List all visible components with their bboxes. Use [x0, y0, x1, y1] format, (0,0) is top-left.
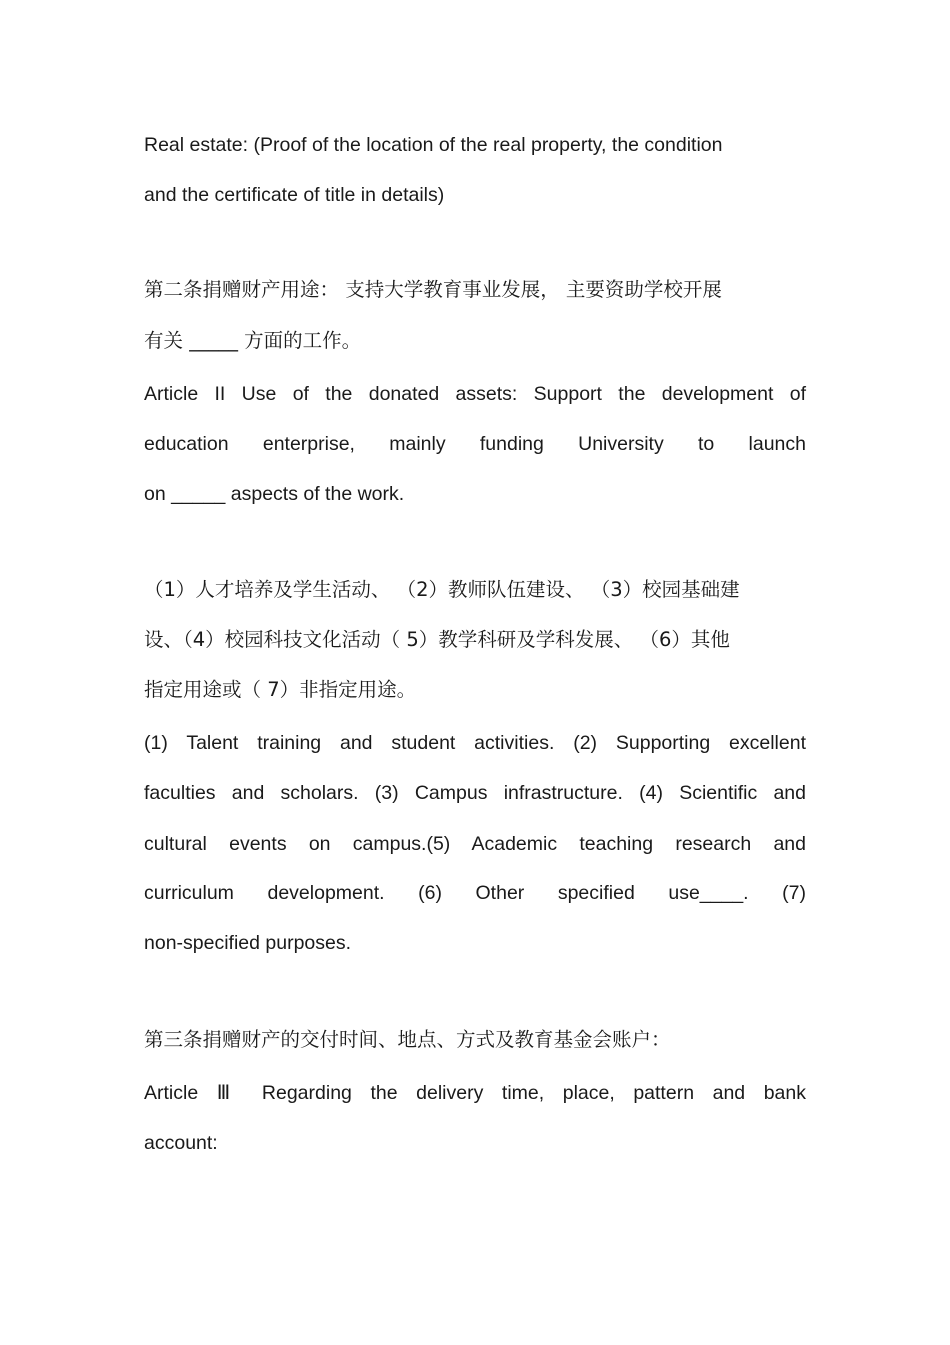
article-2-zh-line-1: 第二条捐赠财产用途： 支持大学教育事业发展， 主要资助学校开展	[144, 278, 722, 301]
uses-zh-line-3: 指定用途或（ 7）非指定用途。	[144, 678, 417, 701]
article-3-en-line-2: account:	[144, 1132, 218, 1154]
uses-en-line-4: curriculum development. (6) Other specified use____. (7)	[144, 882, 806, 904]
real-estate-line-1: Real estate: (Proof of the location of the real property, the condition	[144, 134, 723, 156]
article-2-en-line-2: education enterprise, mainly funding University to launch	[144, 433, 806, 455]
article-2-en-line-3: on _____ aspects of the work.	[144, 483, 405, 505]
article-2-zh-line-2: 有关 _____ 方面的工作。	[144, 329, 362, 352]
uses-zh-line-1: （1）人才培养及学生活动、 （2）教师队伍建设、 （3）校园基础建	[144, 578, 740, 601]
real-estate-line-2: and the certificate of title in details)	[144, 184, 445, 206]
article-2-en-line-1: Article II Use of the donated assets: Support the development of	[144, 383, 806, 405]
uses-en-line-3: cultural events on campus.(5) Academic teaching research and	[144, 833, 806, 855]
article-3-zh-line-1: 第三条捐赠财产的交付时间、地点、方式及教育基金会账户：	[144, 1028, 671, 1051]
uses-zh-line-2: 设、（4）校园科技文化活动（ 5）教学科研及学科发展、 （6）其他	[144, 628, 730, 651]
uses-en-line-5: non-specified purposes.	[144, 932, 352, 954]
uses-en-line-1: (1) Talent training and student activities. (2) Supporting excellent	[144, 732, 806, 754]
uses-en-line-2: faculties and scholars. (3) Campus infrastructure. (4) Scientific and	[144, 782, 806, 804]
article-3-en-line-1: Article Ⅲ Regarding the delivery time, place, pattern and bank	[144, 1082, 806, 1104]
